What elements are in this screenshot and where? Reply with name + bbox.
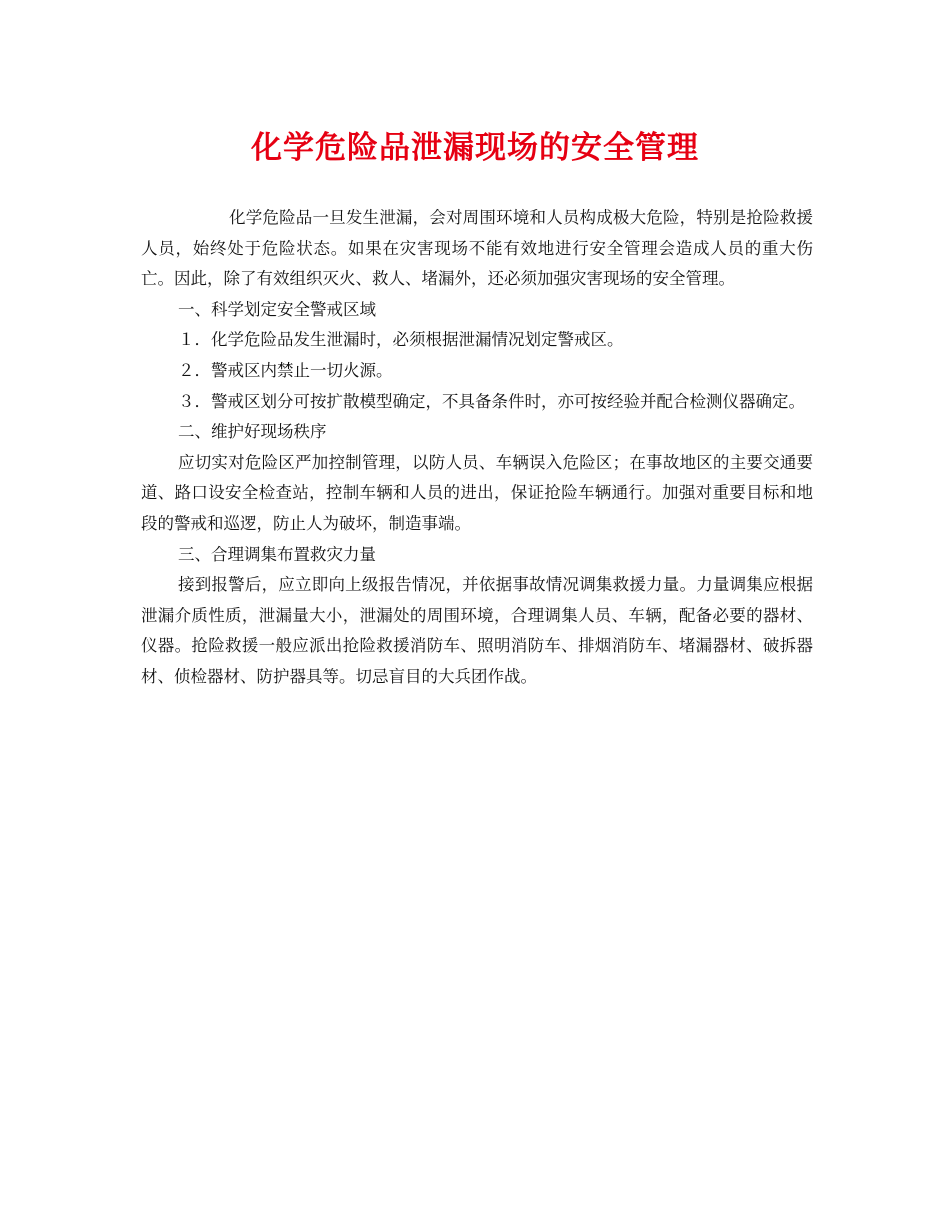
section-heading-1: 一、科学划定安全警戒区域 (178, 299, 376, 319)
list-item-1-2: ２．警戒区内禁止一切火源。 (178, 360, 393, 380)
intro-paragraph: 化学危险品一旦发生泄漏，会对周围环境和人员构成极大危险，特别是抢险救援人员，始终处于危险状态。如果在灾害现场不能有效地进行安全管理会造成人员的重大伤亡。因此，除了有效组织灭火、救人、堵漏外，还必须加强灾害现场的安全管理。 (141, 208, 813, 289)
list-item-1-3: ３．警戒区划分可按扩散模型确定，不具备条件时，亦可按经验并配合检测仪器确定。 (178, 391, 805, 411)
list-item-1-1: １．化学危险品发生泄漏时，必须根据泄漏情况划定警戒区。 (178, 330, 624, 350)
section-heading-2: 二、维护好现场秩序 (178, 422, 327, 442)
document-title: 化学危险品泄漏现场的安全管理 (251, 130, 699, 166)
section-2-paragraph: 应切实对危险区严加控制管理，以防人员、车辆误入危险区；在事故地区的主要交通要道、路口设安全检查站，控制车辆和人员的进出，保证抢险车辆通行。加强对重要目标和地段的警戒和巡逻，防止人为破坏，制造事端。 (141, 452, 813, 533)
section-heading-3: 三、合理调集布置救灾力量 (178, 544, 376, 564)
section-3-paragraph: 接到报警后，应立即向上级报告情况，并依据事故情况调集救援力量。力量调集应根据泄漏介质性质，泄漏量大小，泄漏处的周围环境，合理调集人员、车辆，配备必要的器材、仪器。抢险救援一般应派出抢险救援消防车、照明消防车、排烟消防车、堵漏器材、破拆器材、侦检器材、防护器具等。切忌盲目的大兵团作战。 (141, 575, 813, 686)
document-body (141, 203, 813, 693)
